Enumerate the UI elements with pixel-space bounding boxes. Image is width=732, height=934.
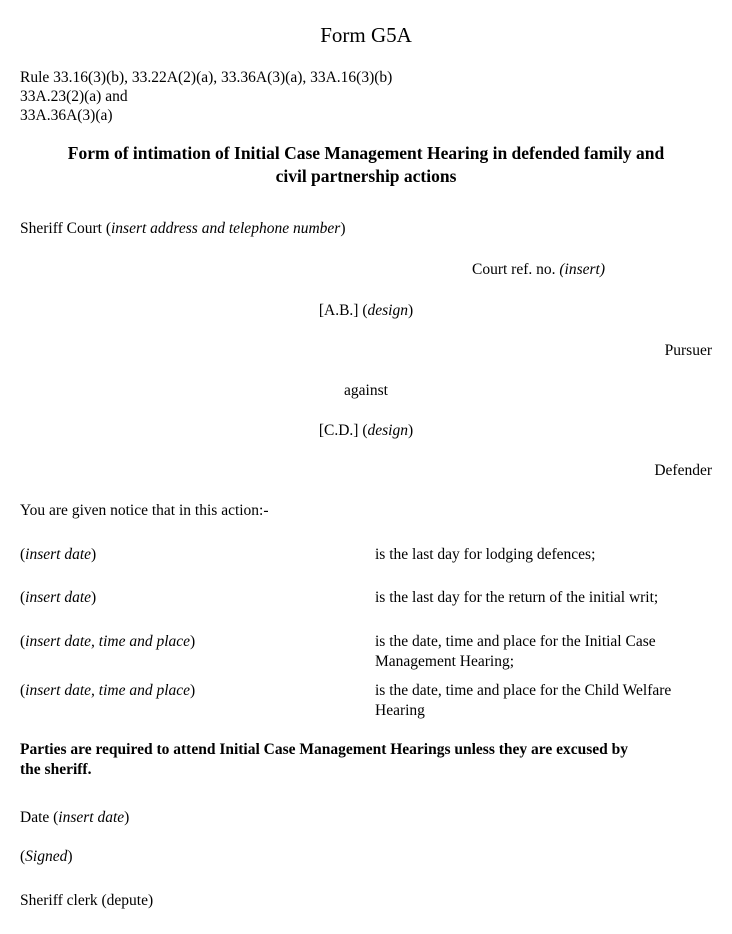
signed-placeholder: Signed [25,848,68,865]
schedule-left-cell [20,632,360,652]
date-close: ) [124,809,130,826]
date-line [20,808,129,828]
defender-name-label: [C.D.] ( [318,422,368,439]
schedule-text-line: is the date, time and place for the Initial Case [375,633,656,650]
court-ref-line [472,260,605,280]
pursuer-name-line [0,301,732,321]
paren-open: ( [20,589,26,606]
signed-line [20,847,73,867]
pursuer-name-label: [A.B.] ( [318,302,368,319]
schedule-right-cell [375,588,715,608]
court-ref-label: Court ref. no. [472,261,560,278]
schedule-left-cell [20,588,360,608]
date-placeholder: insert date [25,546,92,563]
sheriff-court-placeholder: insert address and telephone number [110,220,341,237]
schedule-right-cell [375,632,715,672]
sheriff-clerk-label: Sheriff clerk (depute) [20,892,154,909]
paren-close: ) [67,848,73,865]
schedule-left-cell [20,681,360,701]
form-title: Form G5A [320,23,412,47]
schedule-text-line: is the last day for lodging defences; [375,546,596,563]
attendance-line: Parties are required to attend Initial Case Management Hearings unless they are excused by [20,741,629,758]
rule-references [20,68,620,125]
rule-line: 33A.36A(3)(a) [20,107,113,124]
rule-line: Rule 33.16(3)(b), 33.22A(2)(a), 33.36A(3)(a), 33A.16(3)(b) [20,69,393,86]
paren-open: ( [20,682,26,699]
schedule-right-cell [375,545,715,565]
paren-open: ( [20,546,26,563]
schedule-text-line: Hearing [375,702,425,719]
sheriff-court-line [20,219,345,239]
paren-close: ) [91,546,97,563]
sheriff-court-close: ) [340,220,346,237]
paren-close: ) [91,589,97,606]
form-heading [20,142,712,188]
schedule-left-cell [20,545,360,565]
date-placeholder: insert date [25,589,92,606]
pursuer-design-placeholder: design [367,302,408,319]
against-label: against [344,382,388,399]
schedule-text-line: Management Hearing; [375,653,515,670]
paren-close: ) [190,682,196,699]
schedule-right-cell [375,681,715,721]
defender-label: Defender [654,462,712,479]
heading-line: civil partnership actions [275,166,457,186]
schedule-text-line: is the date, time and place for the Child Welfare [375,682,672,699]
paren-open: ( [20,848,26,865]
sheriff-court-label: Sheriff Court ( [20,220,111,237]
pursuer-name-close: ) [407,302,414,319]
heading-line: Form of intimation of Initial Case Management Hearing in defended family and [67,143,665,163]
date-time-place-placeholder: insert date, time and place [25,682,191,699]
paren-open: ( [20,633,26,650]
defender-design-placeholder: design [367,422,408,439]
date-label: Date ( [20,809,59,826]
attendance-notice [20,740,720,780]
rule-line: 33A.23(2)(a) and [20,88,128,105]
pursuer-label: Pursuer [664,342,712,359]
court-ref-placeholder: (insert) [559,261,606,278]
defender-name-close: ) [407,422,414,439]
date-placeholder: insert date [58,809,125,826]
defender-name-line [0,421,732,441]
paren-close: ) [190,633,196,650]
schedule-text-line: is the last day for the return of the initial writ; [375,589,659,606]
notice-intro: You are given notice that in this action:- [20,502,269,519]
date-time-place-placeholder: insert date, time and place [25,633,191,650]
attendance-line: the sheriff. [20,761,92,778]
